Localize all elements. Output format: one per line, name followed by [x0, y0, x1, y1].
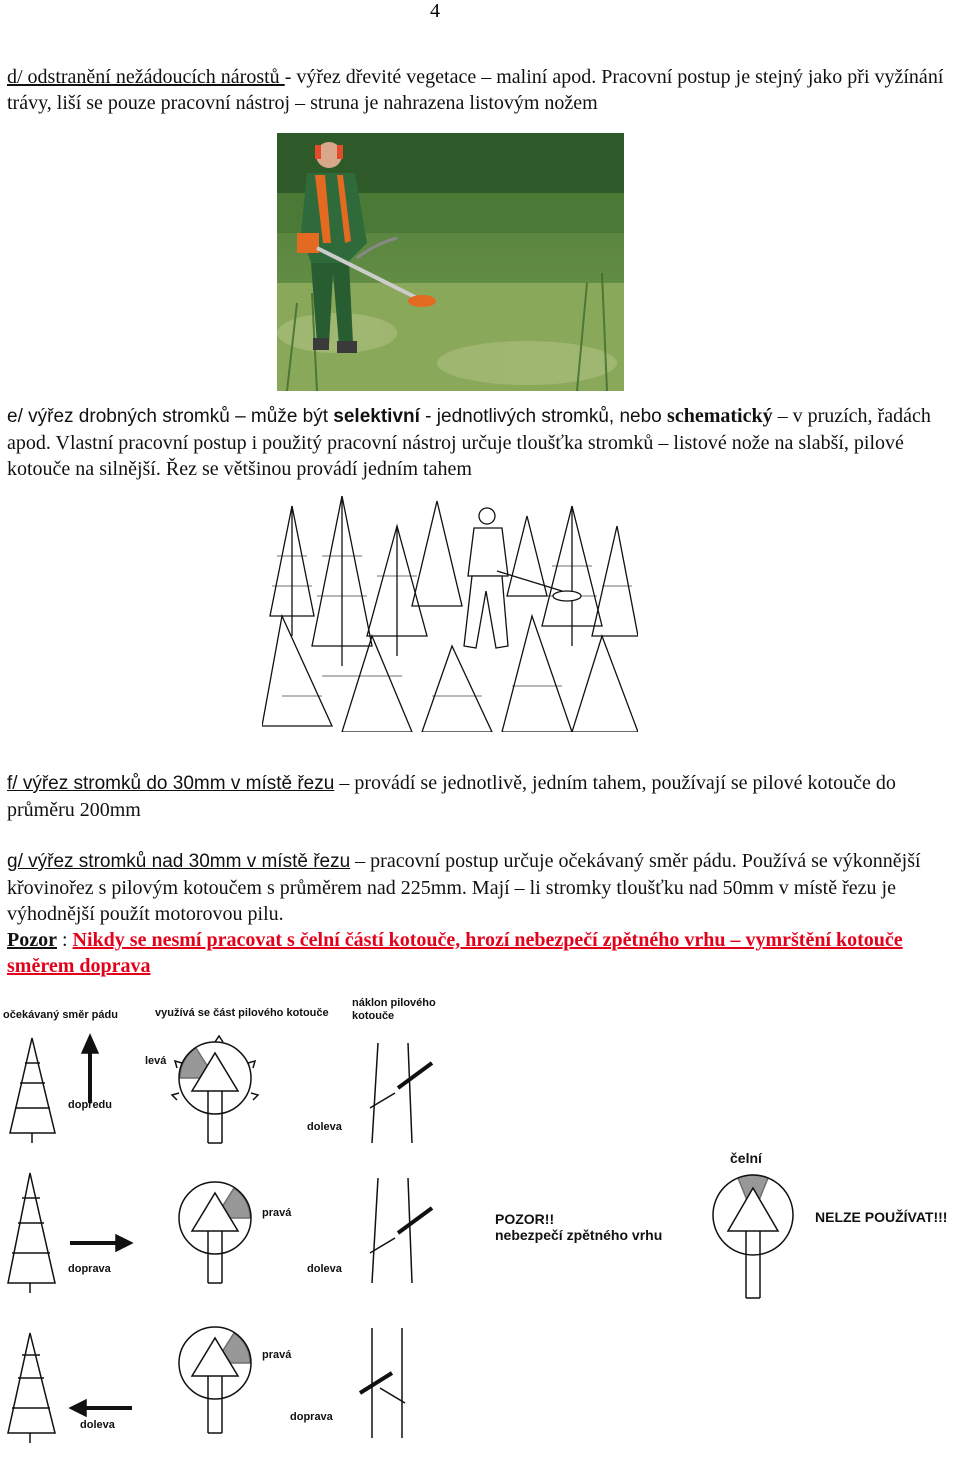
tilt-left-label-row2: doleva: [307, 1263, 342, 1275]
trunk-row2: [370, 1178, 432, 1283]
section-e-paragraph: [7, 403, 955, 482]
tree-row2: [8, 1173, 55, 1293]
col-tilt-header: náklon pilového kotouče: [352, 997, 436, 1022]
col-fall-direction-header: očekávaný směr pádu: [3, 1009, 118, 1021]
section-f-text: – provádí se jednotlivě, jedním tahem, používají se pilové kotouče do průměru 200mm: [7, 772, 896, 821]
brush-cutter-photo: [277, 133, 624, 391]
spruce-clearing-drawing: [262, 496, 638, 732]
trunk-row3: [360, 1328, 405, 1438]
section-e-rest: – v pruzích, řadách apod. Vlastní pracovní postup i použitý pracovní nástroj určuje tloušťka stromků – listové nože na slabší, pilové kotouče na silnější. Řez se většinou provádí jedním tahem: [7, 405, 931, 480]
section-e-lead: e/ výřez drobných stromků – může být: [7, 406, 334, 427]
section-d-paragraph: [7, 64, 955, 116]
section-d-text: - výřez dřevité vegetace – maliní apod. Pracovní postup je stejný jako při vyžínání trávy, liší se pouze pracovní nástroj – struna je nahrazena listovým nožem: [7, 66, 944, 114]
saw-row1: [172, 1036, 258, 1143]
cutting-technique-diagram: [0, 993, 960, 1453]
disc-left-label: levá: [145, 1055, 167, 1067]
tilt-left-label-row1: doleva: [307, 1121, 342, 1133]
direction-right-label: doprava: [68, 1263, 111, 1275]
kickback-warning-label: nebezpečí zpětného vrhu: [495, 1227, 663, 1243]
forbidden-label: NELZE POUŽÍVAT!!!: [815, 1209, 948, 1225]
disc-right-label-row2: pravá: [262, 1207, 292, 1219]
section-g-paragraph: [7, 848, 955, 979]
section-f-heading: f/ výřez stromků do 30mm v místě řezu: [7, 773, 335, 794]
page-number: 4: [430, 0, 440, 22]
section-e-mid: - jednotlivých stromků, nebo: [419, 406, 668, 427]
tree-row3: [8, 1333, 55, 1443]
direction-forward-label: dopředu: [68, 1099, 112, 1111]
selective-term: selektivní: [333, 406, 420, 427]
direction-left-label: doleva: [80, 1419, 115, 1431]
warning-separator: :: [56, 929, 73, 951]
section-d-heading: d/ odstranění nežádoucích nárostů: [7, 66, 285, 88]
section-g-heading: g/ výřez stromků nad 30mm v místě řezu: [7, 851, 351, 872]
section-f-paragraph: [7, 770, 955, 823]
schematic-term: schematický: [667, 405, 773, 427]
col-disc-part-header: využívá se část pilového kotouče: [155, 1007, 329, 1019]
tilt-right-label-row3: doprava: [290, 1411, 333, 1423]
section-g-text: – pracovní postup určuje očekávaný směr pádu. Používá se výkonnější křovinořez s pilovým kotoučem s průměrem nad 225mm. Mají – li stromky tloušťku nad 50mm v místě řezu je výhodnější použít motorovou pilu.: [7, 850, 921, 925]
warning-title-label: POZOR!!: [495, 1211, 555, 1227]
warning-label: Pozor: [7, 929, 57, 951]
tree-row1: [10, 1038, 55, 1143]
saw-row2: [179, 1182, 251, 1283]
saw-front-forbidden: [713, 1175, 793, 1298]
trunk-row1: [370, 1043, 432, 1143]
warning-text: Nikdy se nesmí pracovat s čelní částí kotouče, hrozí nebezpečí zpětného vrhu – vymrštění kotouče směrem doprava: [7, 929, 903, 977]
disc-right-label-row3: pravá: [262, 1349, 292, 1361]
front-part-label: čelní: [730, 1150, 762, 1166]
saw-row3: [179, 1327, 251, 1433]
